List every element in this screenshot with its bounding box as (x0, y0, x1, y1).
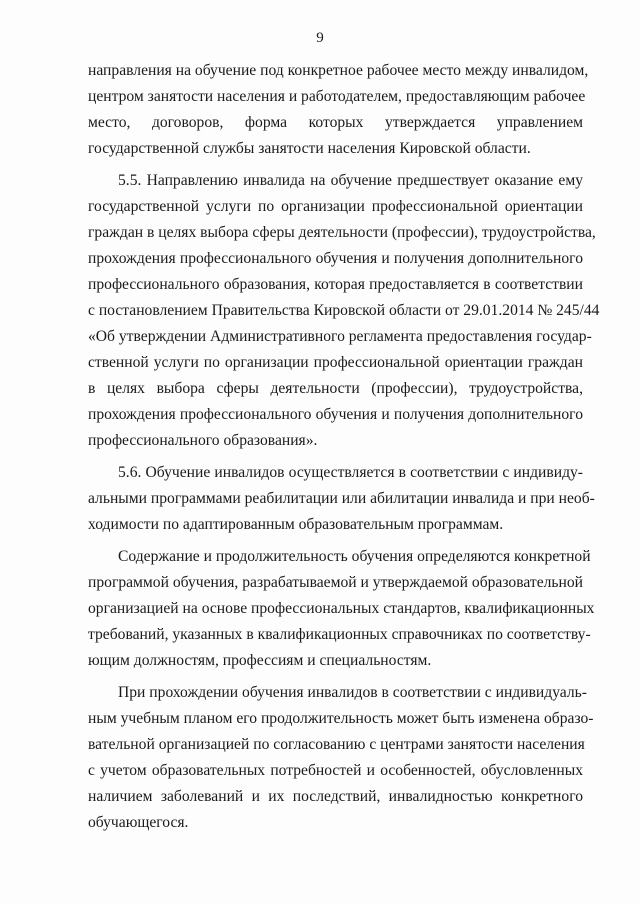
text-line: граждан в целях выбора сферы деятельности (профессии), трудоустройства, (88, 224, 596, 241)
text-line: ным учебным планом его продолжительность может быть изменена образо- (88, 710, 594, 727)
text-line: с постановлением Правительства Кировской области от 29.01.2014 № 245/44 (88, 302, 600, 319)
text-line: ходимости по адаптированным образовательным программам. (88, 516, 504, 533)
text-line: требований, указанных в квалификационных справочниках по соответству- (88, 626, 591, 643)
text-line: прохождения профессионального обучения и получения дополнительного (88, 250, 583, 267)
text-line: 5.6. Обучение инвалидов осуществляется в соответствии с индивиду- (118, 464, 583, 481)
text-line: профессионального образования». (88, 432, 318, 449)
text-line: обучающегося. (88, 814, 189, 831)
text-line: государственной услуги по организации профессиональной ориентации (88, 198, 583, 215)
text-line: При прохождении обучения инвалидов в соответствии с индивидуаль- (118, 684, 587, 701)
text-line: государственной службы занятости населения Кировской области. (88, 140, 531, 157)
text-line: в целях выбора сферы деятельности (профессии), трудоустройства, (88, 380, 583, 397)
text-line: с учетом образовательных потребностей и особенностей, обусловленных (88, 762, 583, 779)
text-line: 5.5. Направлению инвалида на обучение предшествует оказание ему (118, 172, 583, 189)
text-line: ственной услуги по организации профессиональной ориентации граждан (88, 354, 583, 371)
text-line: вательной организацией по согласованию с центрами занятости населения (88, 736, 585, 753)
text-line: наличием заболеваний и их последствий, инвалидностью конкретного (88, 788, 583, 805)
paragraph (88, 168, 600, 454)
paragraph (88, 58, 589, 162)
text-line: прохождения профессионального обучения и получения дополнительного (88, 406, 583, 423)
paragraph (88, 460, 595, 538)
text-line: место, договоров, форма которых утверждается управлением (88, 114, 583, 131)
text-line: программой обучения, разрабатываемой и утверждаемой образовательной (88, 574, 583, 591)
paragraph (88, 544, 595, 674)
page-number: 9 (316, 30, 324, 46)
text-line: альными программами реабилитации или абилитации инвалида и при необ- (88, 490, 595, 507)
document-body (88, 58, 600, 836)
text-line: профессионального образования, которая предоставляется в соответствии (88, 276, 583, 293)
text-line: ющим должностям, профессиям и специальностям. (88, 652, 432, 669)
text-line: «Об утверждении Административного регламента предоставления государ- (88, 328, 592, 345)
paragraph (88, 680, 594, 836)
text-line: направления на обучение под конкретное рабочее место между инвалидом, (88, 62, 589, 79)
text-line: Содержание и продолжительность обучения определяются конкретной (118, 548, 591, 565)
text-line: центром занятости населения и работодателем, предоставляющим рабочее (88, 88, 586, 105)
text-line: организацией на основе профессиональных стандартов, квалификационных (88, 600, 595, 617)
